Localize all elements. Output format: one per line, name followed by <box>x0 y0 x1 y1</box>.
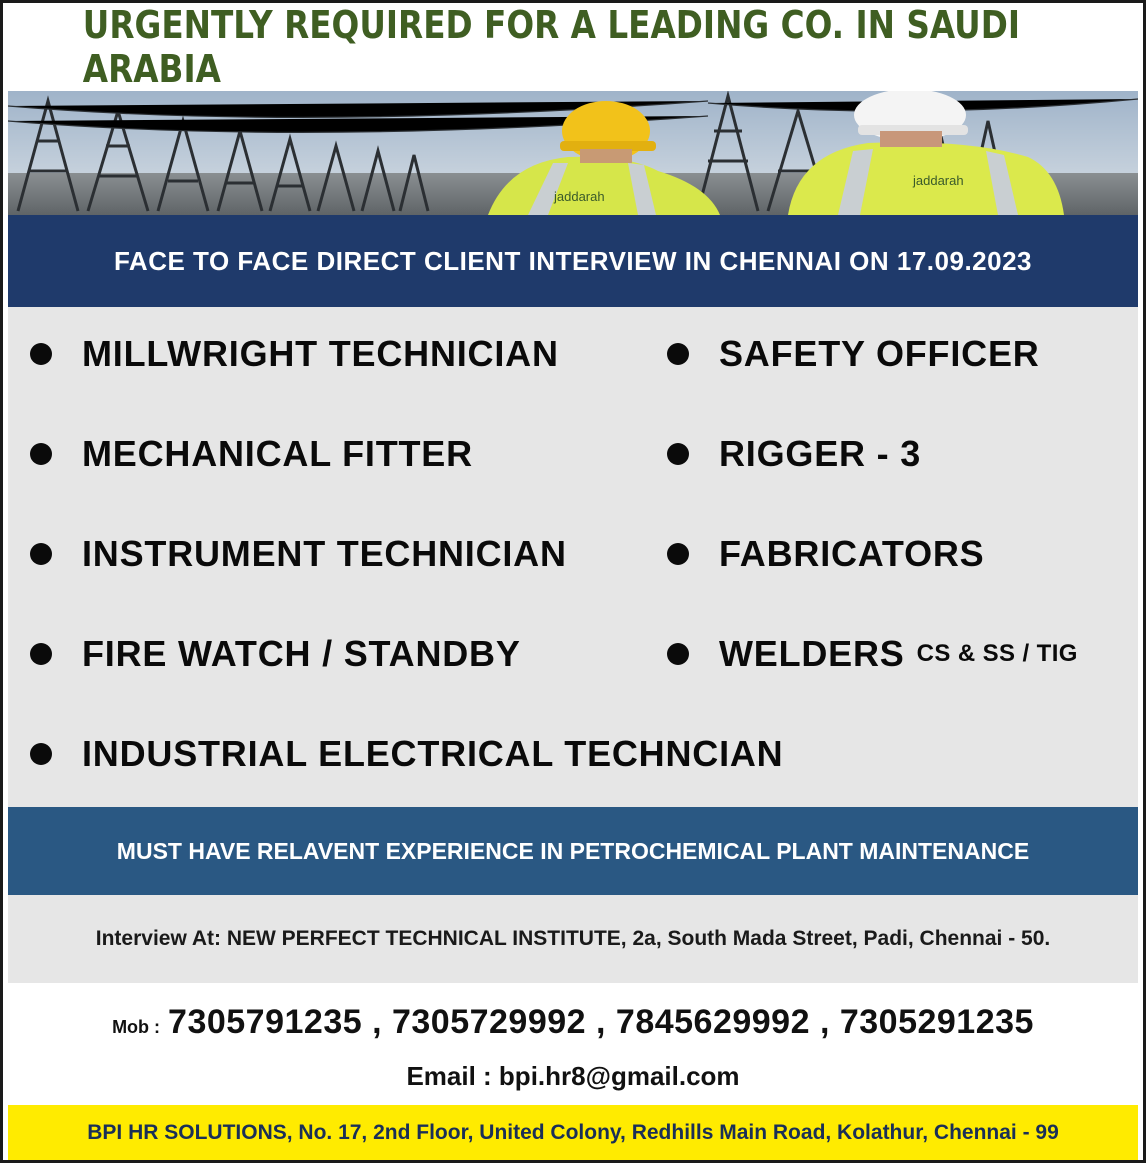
mob-values: 7305791235 , 7305729992 , 7845629992 , 7305291235 <box>168 1003 1034 1041</box>
list-item <box>667 433 921 475</box>
bullet-icon <box>667 543 689 565</box>
job-title: FABRICATORS <box>719 533 985 574</box>
job-title: SAFETY OFFICER <box>719 333 1040 374</box>
job-title: RIGGER - 3 <box>719 433 922 474</box>
bullet-icon <box>30 543 52 565</box>
interview-venue: Interview At: NEW PERFECT TECHNICAL INSTITUTE, 2a, South Mada Street, Padi, Chennai - 50. <box>8 895 1138 983</box>
mob-label: Mob : <box>112 1017 161 1037</box>
substation-workers-illustration <box>8 91 1138 215</box>
bullet-icon <box>30 743 52 765</box>
list-item <box>667 533 984 575</box>
list-item <box>30 333 559 375</box>
list-item <box>30 633 521 675</box>
requirement-banner: MUST HAVE RELAVENT EXPERIENCE IN PETROCHEMICAL PLANT MAINTENANCE <box>8 807 1138 895</box>
job-list <box>8 307 1138 807</box>
bullet-icon <box>30 443 52 465</box>
bullet-icon <box>667 443 689 465</box>
job-title: INSTRUMENT TECHNICIAN <box>82 533 567 574</box>
bullet-icon <box>667 343 689 365</box>
vest-logo: jaddarah <box>554 189 605 204</box>
bullet-icon <box>30 343 52 365</box>
list-item <box>30 533 567 575</box>
bullet-icon <box>30 643 52 665</box>
headline: URGENTLY REQUIRED FOR A LEADING CO. IN SAUDI ARABIA <box>82 3 1020 91</box>
list-item <box>667 333 1040 375</box>
list-item <box>667 633 1078 675</box>
job-title: INDUSTRIAL ELECTRICAL TECHNCIAN <box>82 733 784 774</box>
job-title: FIRE WATCH / STANDBY <box>82 633 521 674</box>
list-item <box>30 433 473 475</box>
list-item <box>30 733 783 775</box>
bullet-icon <box>667 643 689 665</box>
welders-detail: CS & SS / TIG <box>916 640 1078 667</box>
header-photo <box>8 91 1138 215</box>
mobile-numbers <box>8 1003 1138 1049</box>
vest-logo-2: jaddarah <box>913 173 964 188</box>
job-title: MECHANICAL FITTER <box>82 433 473 474</box>
email-line: Email : bpi.hr8@gmail.com <box>406 1060 740 1091</box>
job-title: WELDERS <box>719 633 905 674</box>
job-title: MILLWRIGHT TECHNICIAN <box>82 333 559 374</box>
interview-banner: FACE TO FACE DIRECT CLIENT INTERVIEW IN CHENNAI ON 17.09.2023 <box>8 215 1138 307</box>
footer-address: BPI HR SOLUTIONS, No. 17, 2nd Floor, United Colony, Redhills Main Road, Kolathur, Chennai - 99 <box>8 1105 1138 1160</box>
